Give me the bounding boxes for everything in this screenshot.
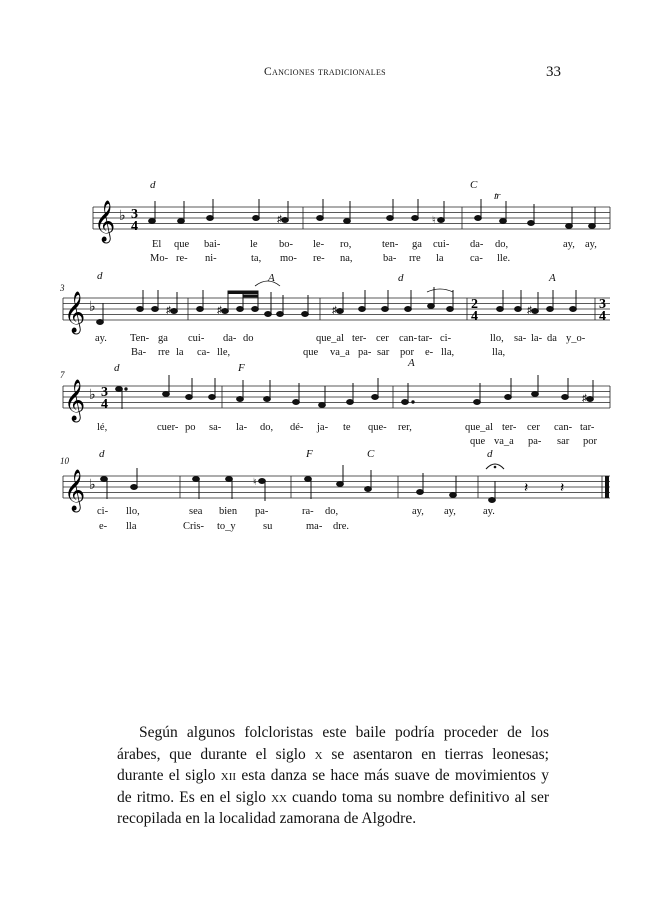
lyric-syllable: ci- [440,333,452,344]
lyric-syllable: Ba- [131,347,147,358]
lyric-syllable: ca- [470,253,483,264]
sharp-icon: ♯ [582,393,587,404]
lyric-syllable: ay. [483,506,495,517]
lyric-syllable: por [400,347,414,358]
lyric-syllable: do [243,333,254,344]
running-header-title: Canciones tradicionales [264,66,386,78]
lyric-syllable: su [263,521,273,532]
lyric-syllable: le [250,239,258,250]
lyric-syllable: ta, [251,253,262,264]
lyric-syllable: ter- [352,333,367,344]
lyric-syllable: pa- [528,436,542,447]
lyric-syllable: ay. [95,333,107,344]
lyric-syllable: tar- [580,422,595,433]
lyric-syllable: lla [126,521,137,532]
sharp-icon: ♯ [332,305,337,316]
lyric-syllable: la [436,253,444,264]
lyric-syllable: do, [325,506,339,517]
lyric-syllable: que [174,239,190,250]
roman-numeral-century: x [314,745,323,763]
lyric-syllable: ga [412,239,422,250]
lyric-syllable: sar [557,436,570,447]
natural-icon: ♮ [432,215,436,226]
lyric-syllable: te [343,422,351,433]
lyric-syllable: lle. [497,253,511,264]
lyric-syllable: ja- [317,422,329,433]
treble-clef-icon: 𝄞 [64,470,86,511]
lyric-syllable: bien [219,506,238,517]
chord-symbol: d [398,272,404,284]
lyric-syllable: mo- [280,253,297,264]
svg-text:4: 4 [131,219,138,234]
flat-icon: ♭ [89,478,96,493]
lyric-syllable: e- [425,347,434,358]
lyric-syllable: bai- [204,239,221,250]
lyric-syllable: cuer- [157,422,179,433]
svg-text:2: 2 [471,297,478,312]
lyric-syllable: y_o- [566,333,586,344]
chord-symbol: d [114,362,120,374]
lyric-syllable: sar [377,347,390,358]
svg-text:3: 3 [131,207,138,222]
sharp-icon: ♯ [527,305,532,316]
lyric-syllable: dre. [333,521,350,532]
chord-symbol: F [306,448,313,460]
lyric-syllable: can- [399,333,418,344]
lyric-syllable: to_y [217,521,236,532]
lyric-syllable: ay, [585,239,597,250]
lyric-syllable: que_al [465,422,493,433]
lyric-syllable: ay, [444,506,456,517]
lyric-syllable: da- [470,239,484,250]
lyric-syllable: por [583,436,597,447]
chord-symbol: A [268,272,275,284]
lyric-syllable: do, [260,422,274,433]
quarter-rest-icon: 𝄽 [524,481,529,496]
roman-numeral-century: xii [220,767,237,784]
lyric-syllable: sea [189,506,203,517]
chord-symbol: d [97,270,103,282]
lyric-syllable: rer, [398,422,412,433]
lyric-syllable: la [176,347,184,358]
lyric-syllable: la- [531,333,543,344]
lyric-syllable: lla, [492,347,506,358]
treble-clef-icon: 𝄞 [64,292,86,333]
lyric-syllable: e- [99,521,108,532]
lyric-syllable: cer [376,333,389,344]
lyric-syllable: cui- [188,333,205,344]
lyric-syllable: da [547,333,557,344]
lyric-syllable: Mo- [150,253,169,264]
body-text-segment: se asentaron en tierras leonesas; durante el siglo [117,745,549,784]
chord-symbol: A [408,357,415,369]
lyric-syllable: El [152,239,162,250]
lyric-syllable: ca- [197,347,210,358]
lyric-syllable: ma- [306,521,323,532]
mordent-icon: 𝆖 [494,190,501,202]
body-paragraph [117,722,549,830]
lyric-syllable: que- [368,422,387,433]
page-number: 33 [546,64,561,80]
lyric-syllable: re- [176,253,188,264]
chord-symbol: C [470,179,478,191]
lyric-syllable: sa- [209,422,222,433]
music-system-4 [0,450,650,570]
chord-symbol: F [238,362,245,374]
flat-icon: ♭ [89,300,96,315]
lyric-syllable: ten- [382,239,399,250]
flat-icon: ♭ [119,209,126,224]
treble-clef-icon: 𝄞 [94,201,116,242]
treble-clef-icon: 𝄞 [64,380,86,421]
lyric-syllable: lle, [217,347,231,358]
svg-text:3: 3 [599,297,606,312]
lyric-syllable: va_a [330,347,350,358]
lyric-syllable: llo, [126,506,140,517]
natural-icon: ♮ [253,477,257,488]
lyric-syllable: ay, [412,506,424,517]
lyric-syllable: ga [158,333,168,344]
lyric-syllable: sa- [514,333,527,344]
body-text-segment: Según algunos folcloristas este baile podría proceder de los árabes, que durante el siglo [117,724,549,763]
lyric-syllable: ter- [502,422,517,433]
lyric-syllable: que_al [316,333,344,344]
sharp-icon: ♯ [217,305,222,316]
lyric-syllable: la- [236,422,248,433]
lyric-syllable: ay, [563,239,575,250]
lyric-syllable: po [185,422,196,433]
lyric-syllable: llo, [490,333,504,344]
sharp-icon: ♯ [277,214,282,225]
lyric-syllable: lla, [441,347,455,358]
chord-symbol: d [487,448,493,460]
lyric-syllable: ni- [205,253,217,264]
svg-text:4: 4 [101,397,108,412]
lyric-syllable: can- [554,422,573,433]
lyric-syllable: rre [409,253,421,264]
lyric-syllable: tar- [418,333,433,344]
body-text-segment: esta danza se hace más suave de movimientos y de ritmo. Es en el siglo [117,767,550,806]
svg-text:4: 4 [599,309,606,324]
quarter-rest-icon: 𝄽 [560,481,565,496]
lyric-syllable: que [303,347,319,358]
lyric-syllable: cui- [433,239,450,250]
svg-text:3: 3 [101,385,108,400]
sharp-icon: ♯ [166,305,171,316]
lyric-syllable: pa- [358,347,372,358]
measure-number: 7 [60,370,65,380]
lyric-syllable: Ten- [130,333,150,344]
lyric-syllable: ra- [302,506,314,517]
lyric-syllable: cer [527,422,540,433]
chord-symbol: d [150,179,156,191]
lyric-syllable: re- [313,253,325,264]
chord-symbol: C [367,448,375,460]
lyric-syllable: ro, [340,239,352,250]
lyric-syllable: da- [223,333,237,344]
roman-numeral-century: xx [271,788,287,806]
lyric-syllable: lé, [97,422,108,433]
flat-icon: ♭ [89,388,96,403]
lyric-syllable: rre [158,347,170,358]
lyric-syllable: Cris- [183,521,204,532]
lyric-syllable: do, [495,239,509,250]
lyric-syllable: na, [340,253,353,264]
lyric-syllable: ci- [97,506,109,517]
lyric-syllable: pa- [255,506,269,517]
svg-text:4: 4 [471,309,478,324]
lyric-syllable: que [470,436,486,447]
lyric-syllable: dé- [290,422,304,433]
lyric-syllable: va_a [494,436,514,447]
chord-symbol: d [99,448,105,460]
lyric-syllable: ba- [383,253,397,264]
lyric-syllable: bo- [279,239,293,250]
chord-symbol: A [549,272,556,284]
measure-number: 3 [60,283,65,293]
final-barline [605,476,609,498]
body-text-segment: cuando toma su nombre definitivo al ser recopilada en la localidad zamorana de Algodre. [117,788,549,827]
lyric-syllable: le- [313,239,325,250]
measure-number: 10 [60,456,69,466]
